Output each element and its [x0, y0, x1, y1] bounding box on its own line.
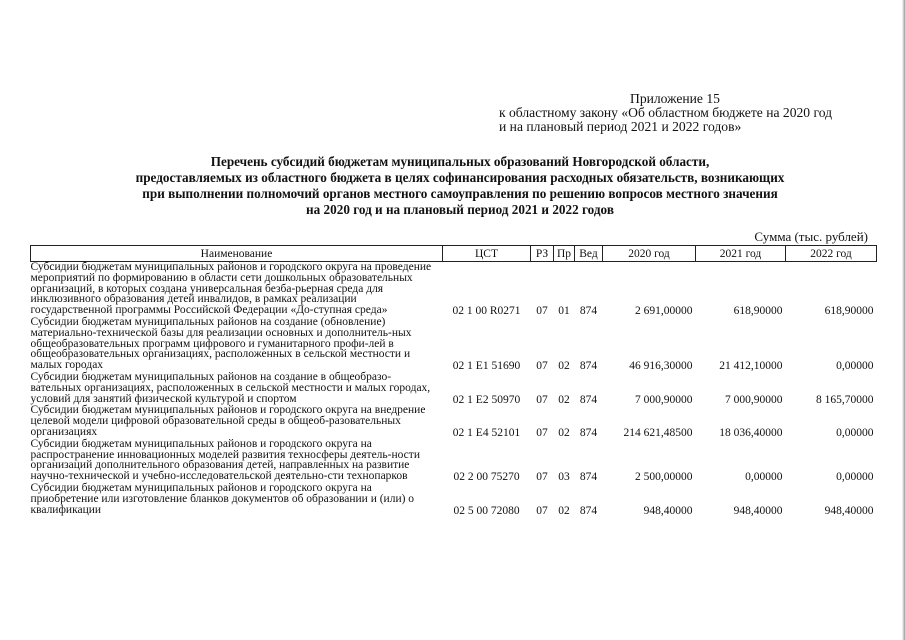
row-rz: 07 — [536, 360, 548, 373]
table-header-row — [31, 246, 877, 262]
table-row — [31, 317, 877, 372]
row-2020: 948,40000 — [643, 504, 693, 517]
appendix-law-line2: и на плановый период 2021 и 2022 годов» — [499, 119, 742, 134]
row-pr: 02 — [558, 504, 570, 517]
row-2020: 214 621,48500 — [623, 426, 693, 439]
row-2021: 7 000,90000 — [725, 393, 783, 406]
row-ved: 874 — [579, 305, 598, 318]
row-rz: 07 — [536, 305, 548, 318]
row-ved: 874 — [579, 393, 598, 406]
table-row — [31, 262, 877, 317]
row-pr: 02 — [558, 393, 570, 406]
appendix-law-line1: к областному закону «Об областном бюджете на 2020 год — [499, 105, 833, 120]
row-cst: 02 1 Е4 52101 — [452, 426, 521, 439]
table-row — [31, 483, 877, 516]
row-name: Субсидии бюджетам муниципальных районов и городского округа на проведение мероприятий по формированию в области сети дошкольных образовательных организаций, в которых создана универсальная безба-рьерная среда для инклюзивного образования детей инвалидов, в рамках реализации государственной программы Российской Федерации «До-ступная среда» — [30, 261, 432, 317]
row-2021: 618,90000 — [733, 305, 783, 318]
title-line-2: предоставляемых из областного бюджета в целях софинансирования расходных обязательств, возникающих — [135, 170, 785, 185]
table-row — [31, 372, 877, 405]
row-2022: 0,00000 — [836, 426, 874, 439]
row-rz: 07 — [536, 426, 548, 439]
row-2021: 0,00000 — [745, 471, 783, 484]
header-2020: 2020 год — [603, 246, 696, 262]
header-pr: Пр — [554, 246, 575, 262]
row-2021: 21 412,10000 — [719, 360, 783, 373]
row-2020: 46 916,30000 — [629, 360, 693, 373]
row-name: Субсидии бюджетам муниципальных районов на создание в общеобразо-вательных организациях, расположенных в сельской местности и малых городах, условий для занятий физической культурой и спортом — [30, 370, 431, 405]
row-name: Субсидии бюджетам муниципальных районов и городского округа на приобретение или изготовление бланков документов об образовании и (или) о квалификации — [30, 481, 415, 516]
row-pr: 03 — [558, 471, 570, 484]
row-2022: 618,90000 — [824, 305, 874, 318]
table-row — [31, 439, 877, 483]
row-2022: 8 165,70000 — [816, 393, 874, 406]
header-ved: Вед — [575, 246, 603, 262]
row-2022: 0,00000 — [836, 360, 874, 373]
row-2022: 948,40000 — [824, 504, 874, 517]
document-title — [60, 154, 860, 218]
title-line-3: при выполнении полномочий органов местного самоуправления по решению вопросов местного значения — [142, 186, 778, 201]
row-2020: 2 500,00000 — [635, 471, 693, 484]
row-cst: 02 1 Е2 50970 — [452, 393, 521, 406]
row-name: Субсидии бюджетам муниципальных районов на создание (обновление) материально-технической базы для реализации основных и дополнитель-ных общеобразовательных программ цифрового и гуманитарного профи-лей в общеобразовательных организациях, расположенных в сельской местности и малых городах — [30, 315, 412, 372]
title-line-1: Перечень субсидий бюджетам муниципальных образований Новгородской области, — [210, 154, 710, 169]
row-ved: 874 — [579, 360, 598, 373]
row-ved: 874 — [579, 471, 598, 484]
row-ved: 874 — [579, 504, 598, 517]
subsidies-table — [30, 245, 877, 516]
row-name: Субсидии бюджетам муниципальных районов и городского округа на распространение инновационных моделей развития техносферы деятель-ности организаций дополнительного образования детей, направленных на развитие научно-технической и учебно-исследовательской деятельно-сти технопарков — [30, 437, 420, 483]
row-2020: 2 691,00000 — [635, 305, 693, 318]
row-cst: 02 1 00 R0271 — [452, 305, 521, 318]
header-2021: 2021 год — [696, 246, 786, 262]
header-name: Наименование — [31, 246, 443, 262]
row-2021: 948,40000 — [733, 504, 783, 517]
row-pr: 02 — [558, 426, 570, 439]
row-pr: 01 — [558, 305, 570, 318]
row-cst: 02 2 00 75270 — [453, 471, 520, 484]
row-ved: 874 — [579, 426, 598, 439]
header-cst: ЦСТ — [443, 246, 531, 262]
units-label: Сумма (тыс. рублей) — [754, 229, 868, 244]
row-rz: 07 — [536, 393, 548, 406]
appendix-header — [499, 92, 879, 134]
row-name: Субсидии бюджетам муниципальных районов и городского округа на внедрение целевой модели цифровой образовательной среды в общеоб-разовательных организациях — [30, 404, 426, 438]
row-cst: 02 5 00 72080 — [453, 504, 520, 517]
row-rz: 07 — [536, 471, 548, 484]
title-line-4: на 2020 год и на плановый период 2021 и 2022 годов — [306, 202, 614, 217]
table-row — [31, 405, 877, 438]
row-rz: 07 — [536, 504, 548, 517]
row-cst: 02 1 Е1 51690 — [452, 360, 521, 373]
row-pr: 02 — [558, 360, 570, 373]
appendix-number: Приложение 15 — [630, 91, 720, 106]
row-2021: 18 036,40000 — [719, 426, 783, 439]
row-2020: 7 000,90000 — [635, 393, 693, 406]
header-rz: РЗ — [531, 246, 554, 262]
header-2022: 2022 год — [786, 246, 877, 262]
row-2022: 0,00000 — [836, 471, 874, 484]
